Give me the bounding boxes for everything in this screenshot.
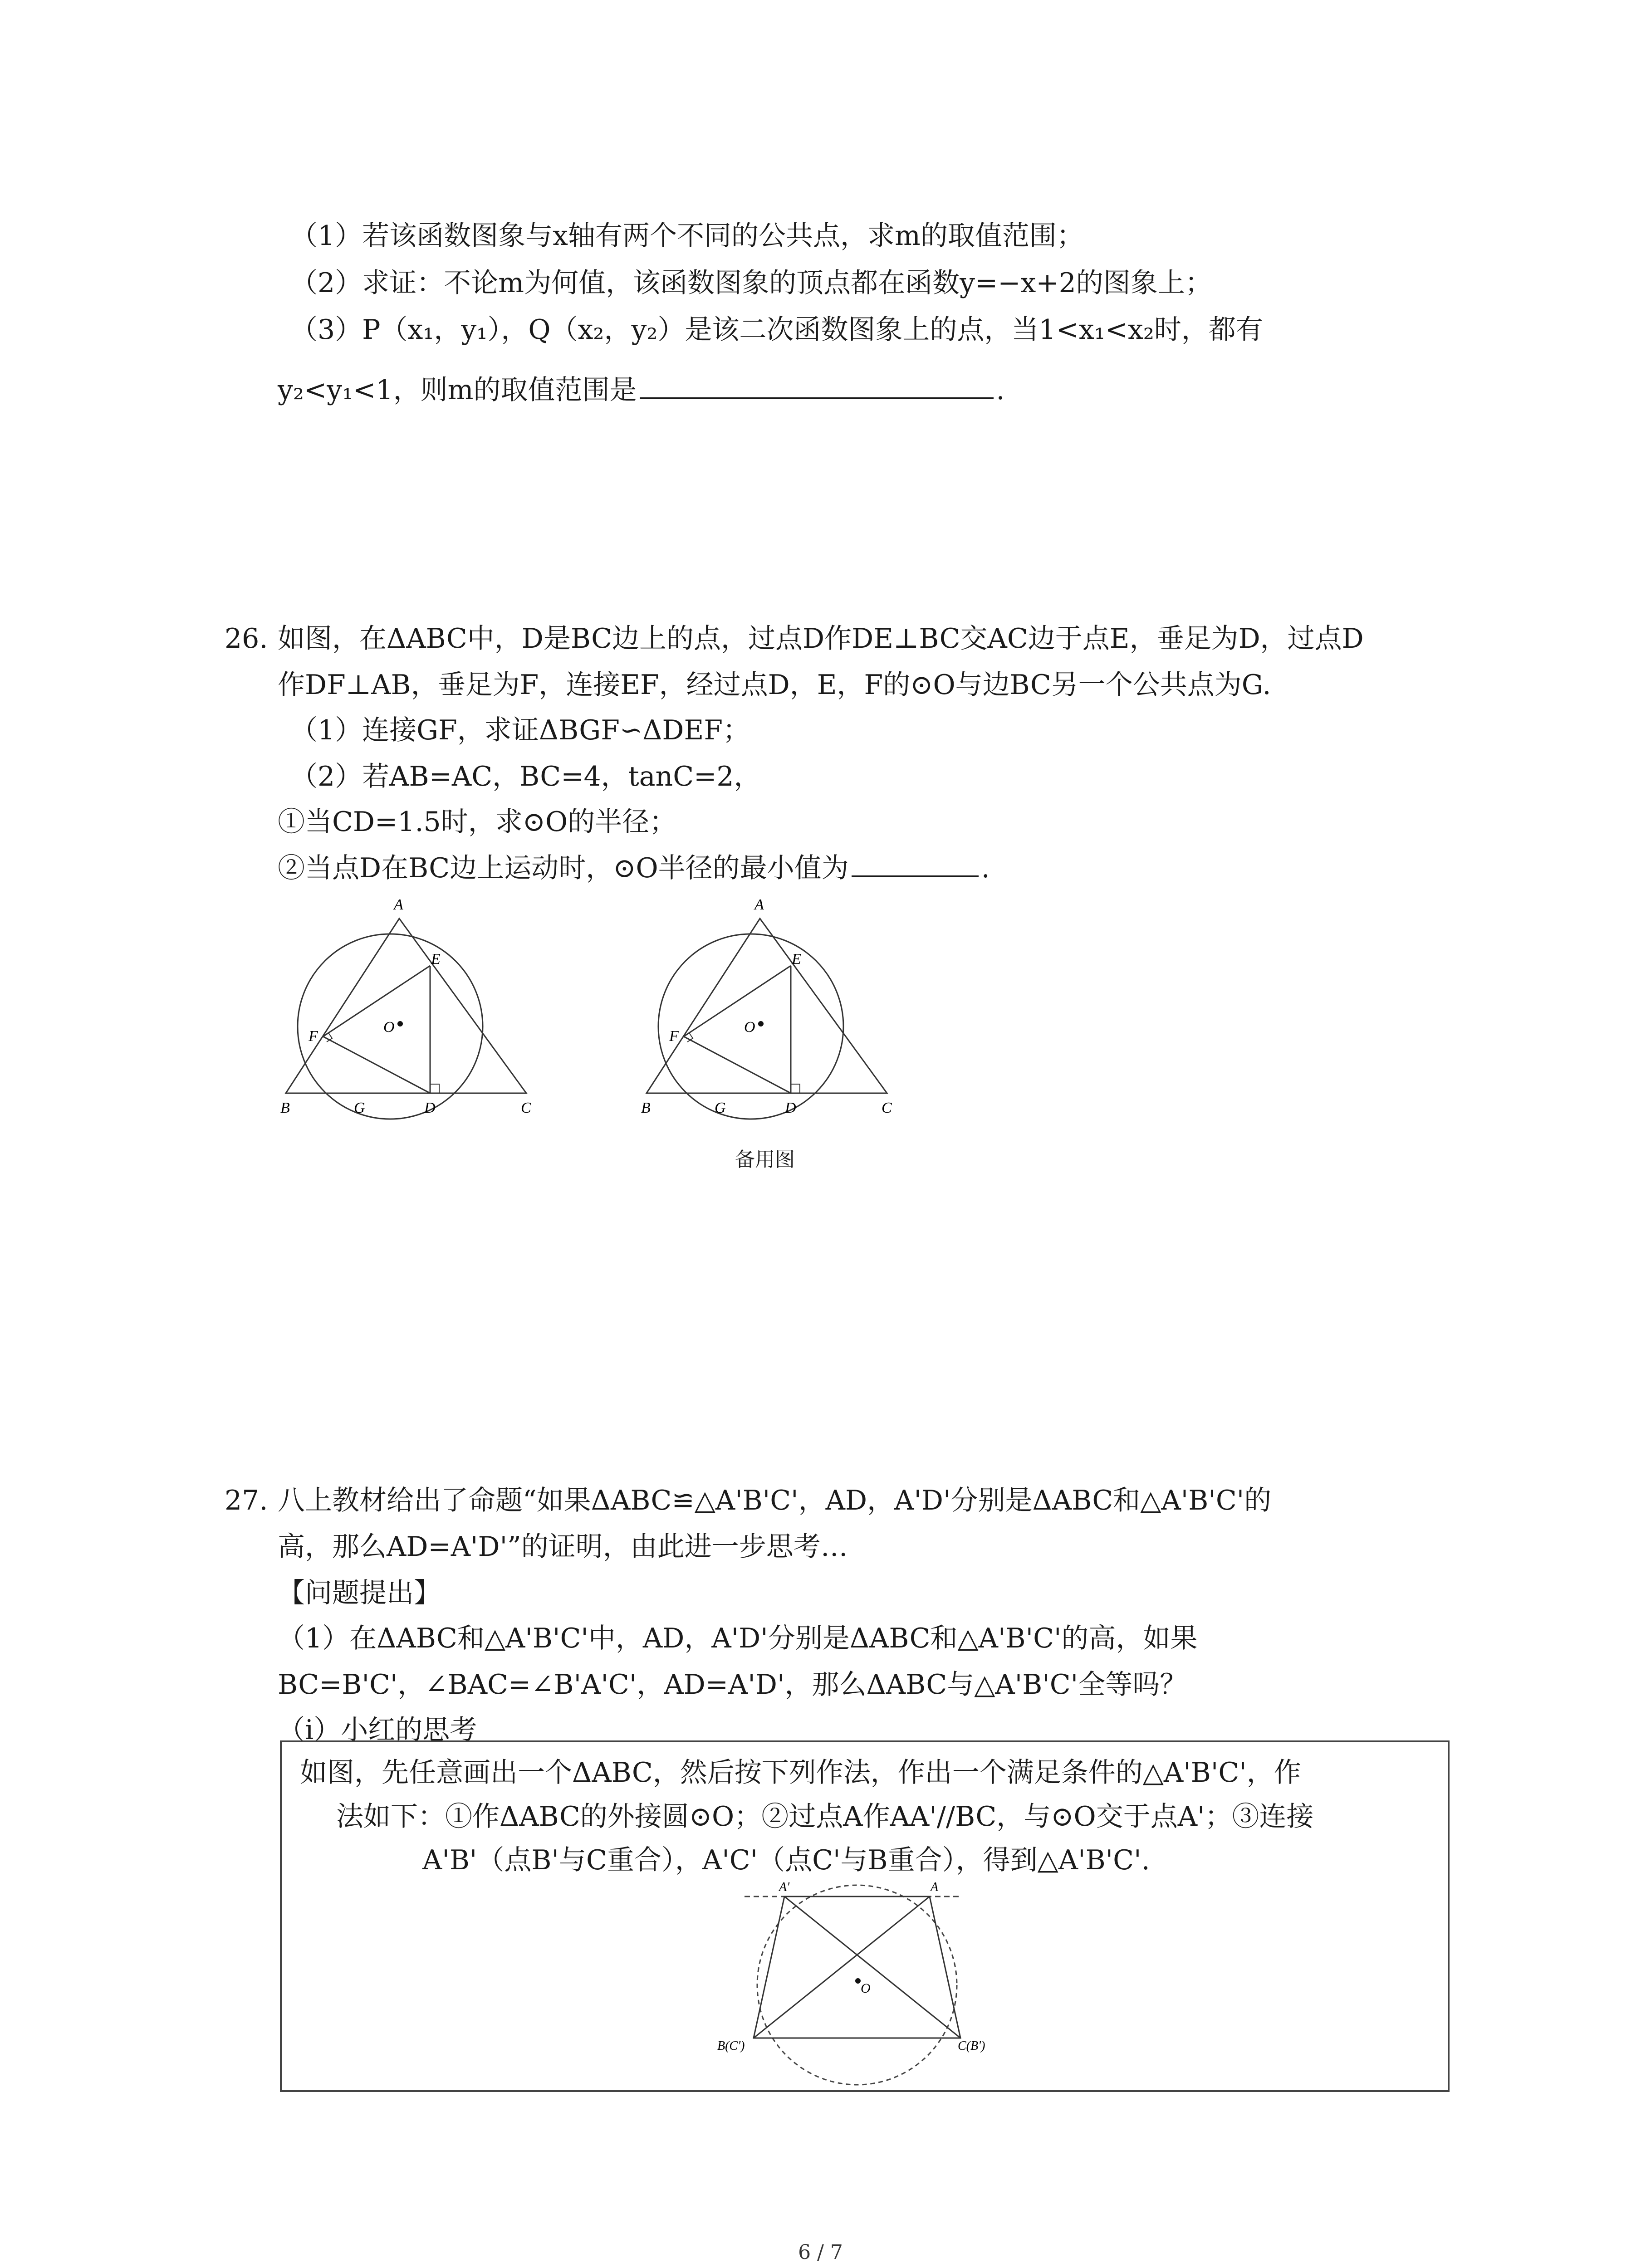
box-line1: 如图，先任意画出一个ΔABC，然后按下列作法，作出一个满足条件的△A'B'C'，作	[300, 1757, 1301, 1789]
center-o	[397, 1021, 403, 1026]
q27-number: 27.	[225, 1485, 268, 1516]
label-c: C	[521, 1100, 531, 1116]
right-angle-mark	[791, 1084, 800, 1093]
q26-line2: 作DF⊥AB，垂足为F，连接EF，经过点D，E，F的⊙O与边BC另一个公共点为G.	[278, 669, 1271, 701]
segment-fd	[323, 1036, 430, 1093]
q26-figure-main	[272, 896, 554, 1136]
label-a-prime: A'	[779, 1880, 790, 1894]
label-a: A	[394, 896, 403, 913]
q27-line4: （1）在ΔABC和△A'B'C'中，AD，A'D'分别是ΔABC和△A'B'C'的高，如果	[278, 1623, 1198, 1654]
q26-number: 26.	[225, 623, 268, 655]
segment-ef	[684, 966, 791, 1036]
q27-line1: 八上教材给出了命题“如果ΔABC≌△A'B'C'，AD，A'D'分别是ΔABC和△A'B'C'的	[278, 1485, 1272, 1516]
label-e: E	[431, 951, 441, 968]
segment-fd	[684, 1036, 791, 1093]
construction-box	[280, 1740, 1450, 2092]
center-o	[855, 1978, 861, 1984]
q27-figure	[717, 1878, 999, 2092]
label-a: A	[754, 896, 764, 913]
q26-line3: （1）连接GF，求证ΔBGF∽ΔDEF；	[290, 714, 750, 746]
q25-part3b-text: y₂<y₁<1，则m的取值范围是	[278, 374, 637, 406]
q27-line2: 高，那么AD=A'D'”的证明，由此进一步思考…	[278, 1531, 848, 1563]
label-f: F	[669, 1028, 679, 1045]
q25-part2: （2）求证：不论m为何值，该函数图象的顶点都在函数y=−x+2的图象上；	[290, 267, 1212, 299]
box-line3: A'B'（点B'与C重合），A'C'（点C'与B重合），得到△A'B'C'.	[422, 1844, 1150, 1876]
label-c-b-prime: C(B')	[958, 2039, 985, 2053]
q26-line6-end: .	[981, 852, 990, 884]
label-d: D	[785, 1100, 796, 1116]
label-b: B	[641, 1100, 651, 1116]
q26-line5: ①当CD=1.5时，求⊙O的半径；	[278, 806, 677, 838]
label-f: F	[309, 1028, 318, 1045]
label-b-c-prime: B(C')	[717, 2039, 745, 2053]
label-o: O	[861, 1981, 871, 1996]
right-angle-mark	[430, 1084, 439, 1093]
q26-line6	[278, 849, 990, 887]
label-e: E	[792, 951, 801, 968]
label-o: O	[744, 1019, 755, 1036]
q27-line6: （ⅰ）小红的思考	[278, 1714, 477, 1746]
label-o: O	[383, 1019, 395, 1036]
page-number: 6 / 7	[798, 2241, 843, 2264]
segment-ef	[323, 966, 430, 1036]
box-line2: 法如下：①作ΔABC的外接圆⊙O；②过点A作AA'//BC，与⊙O交于点A'；③连接	[336, 1801, 1314, 1833]
label-c: C	[882, 1100, 892, 1116]
triangle-abc	[647, 919, 887, 1093]
trapezoid	[754, 1897, 960, 2038]
label-a: A	[931, 1880, 939, 1894]
q26-line1: 如图，在ΔABC中，D是BC边上的点，过点D作DE⊥BC交AC边于点E，垂足为D，过点D	[278, 623, 1364, 655]
q25-part3b	[278, 371, 1005, 409]
q26-line6-text: ②当点D在BC边上运动时，⊙O半径的最小值为	[278, 852, 849, 884]
q26-figure-backup	[633, 896, 914, 1136]
label-d: D	[424, 1100, 436, 1116]
q26-line4: （2）若AB=AC，BC=4，tanC=2，	[290, 761, 761, 792]
triangle-abc	[286, 919, 526, 1093]
answer-blank	[640, 371, 994, 399]
circumcircle-o	[757, 1885, 957, 2085]
q25-part3a: （3）P（x₁，y₁），Q（x₂，y₂）是该二次函数图象上的点，当1<x₁<x₂时，都有	[290, 314, 1263, 346]
label-b: B	[280, 1100, 290, 1116]
q27-line3: 【问题提出】	[278, 1577, 441, 1609]
label-g: G	[354, 1100, 365, 1116]
q27-line5: BC=B'C'，∠BAC=∠B'A'C'，AD=A'D'，那么ΔABC与△A'B'C'全等吗？	[278, 1669, 1187, 1701]
center-o	[758, 1021, 764, 1026]
label-g: G	[715, 1100, 726, 1116]
answer-blank	[852, 849, 979, 877]
q25-part1: （1）若该函数图象与x轴有两个不同的公共点，求m的取值范围；	[290, 220, 1084, 252]
figure-caption: 备用图	[735, 1148, 795, 1171]
q25-part3b-end: .	[996, 374, 1005, 406]
